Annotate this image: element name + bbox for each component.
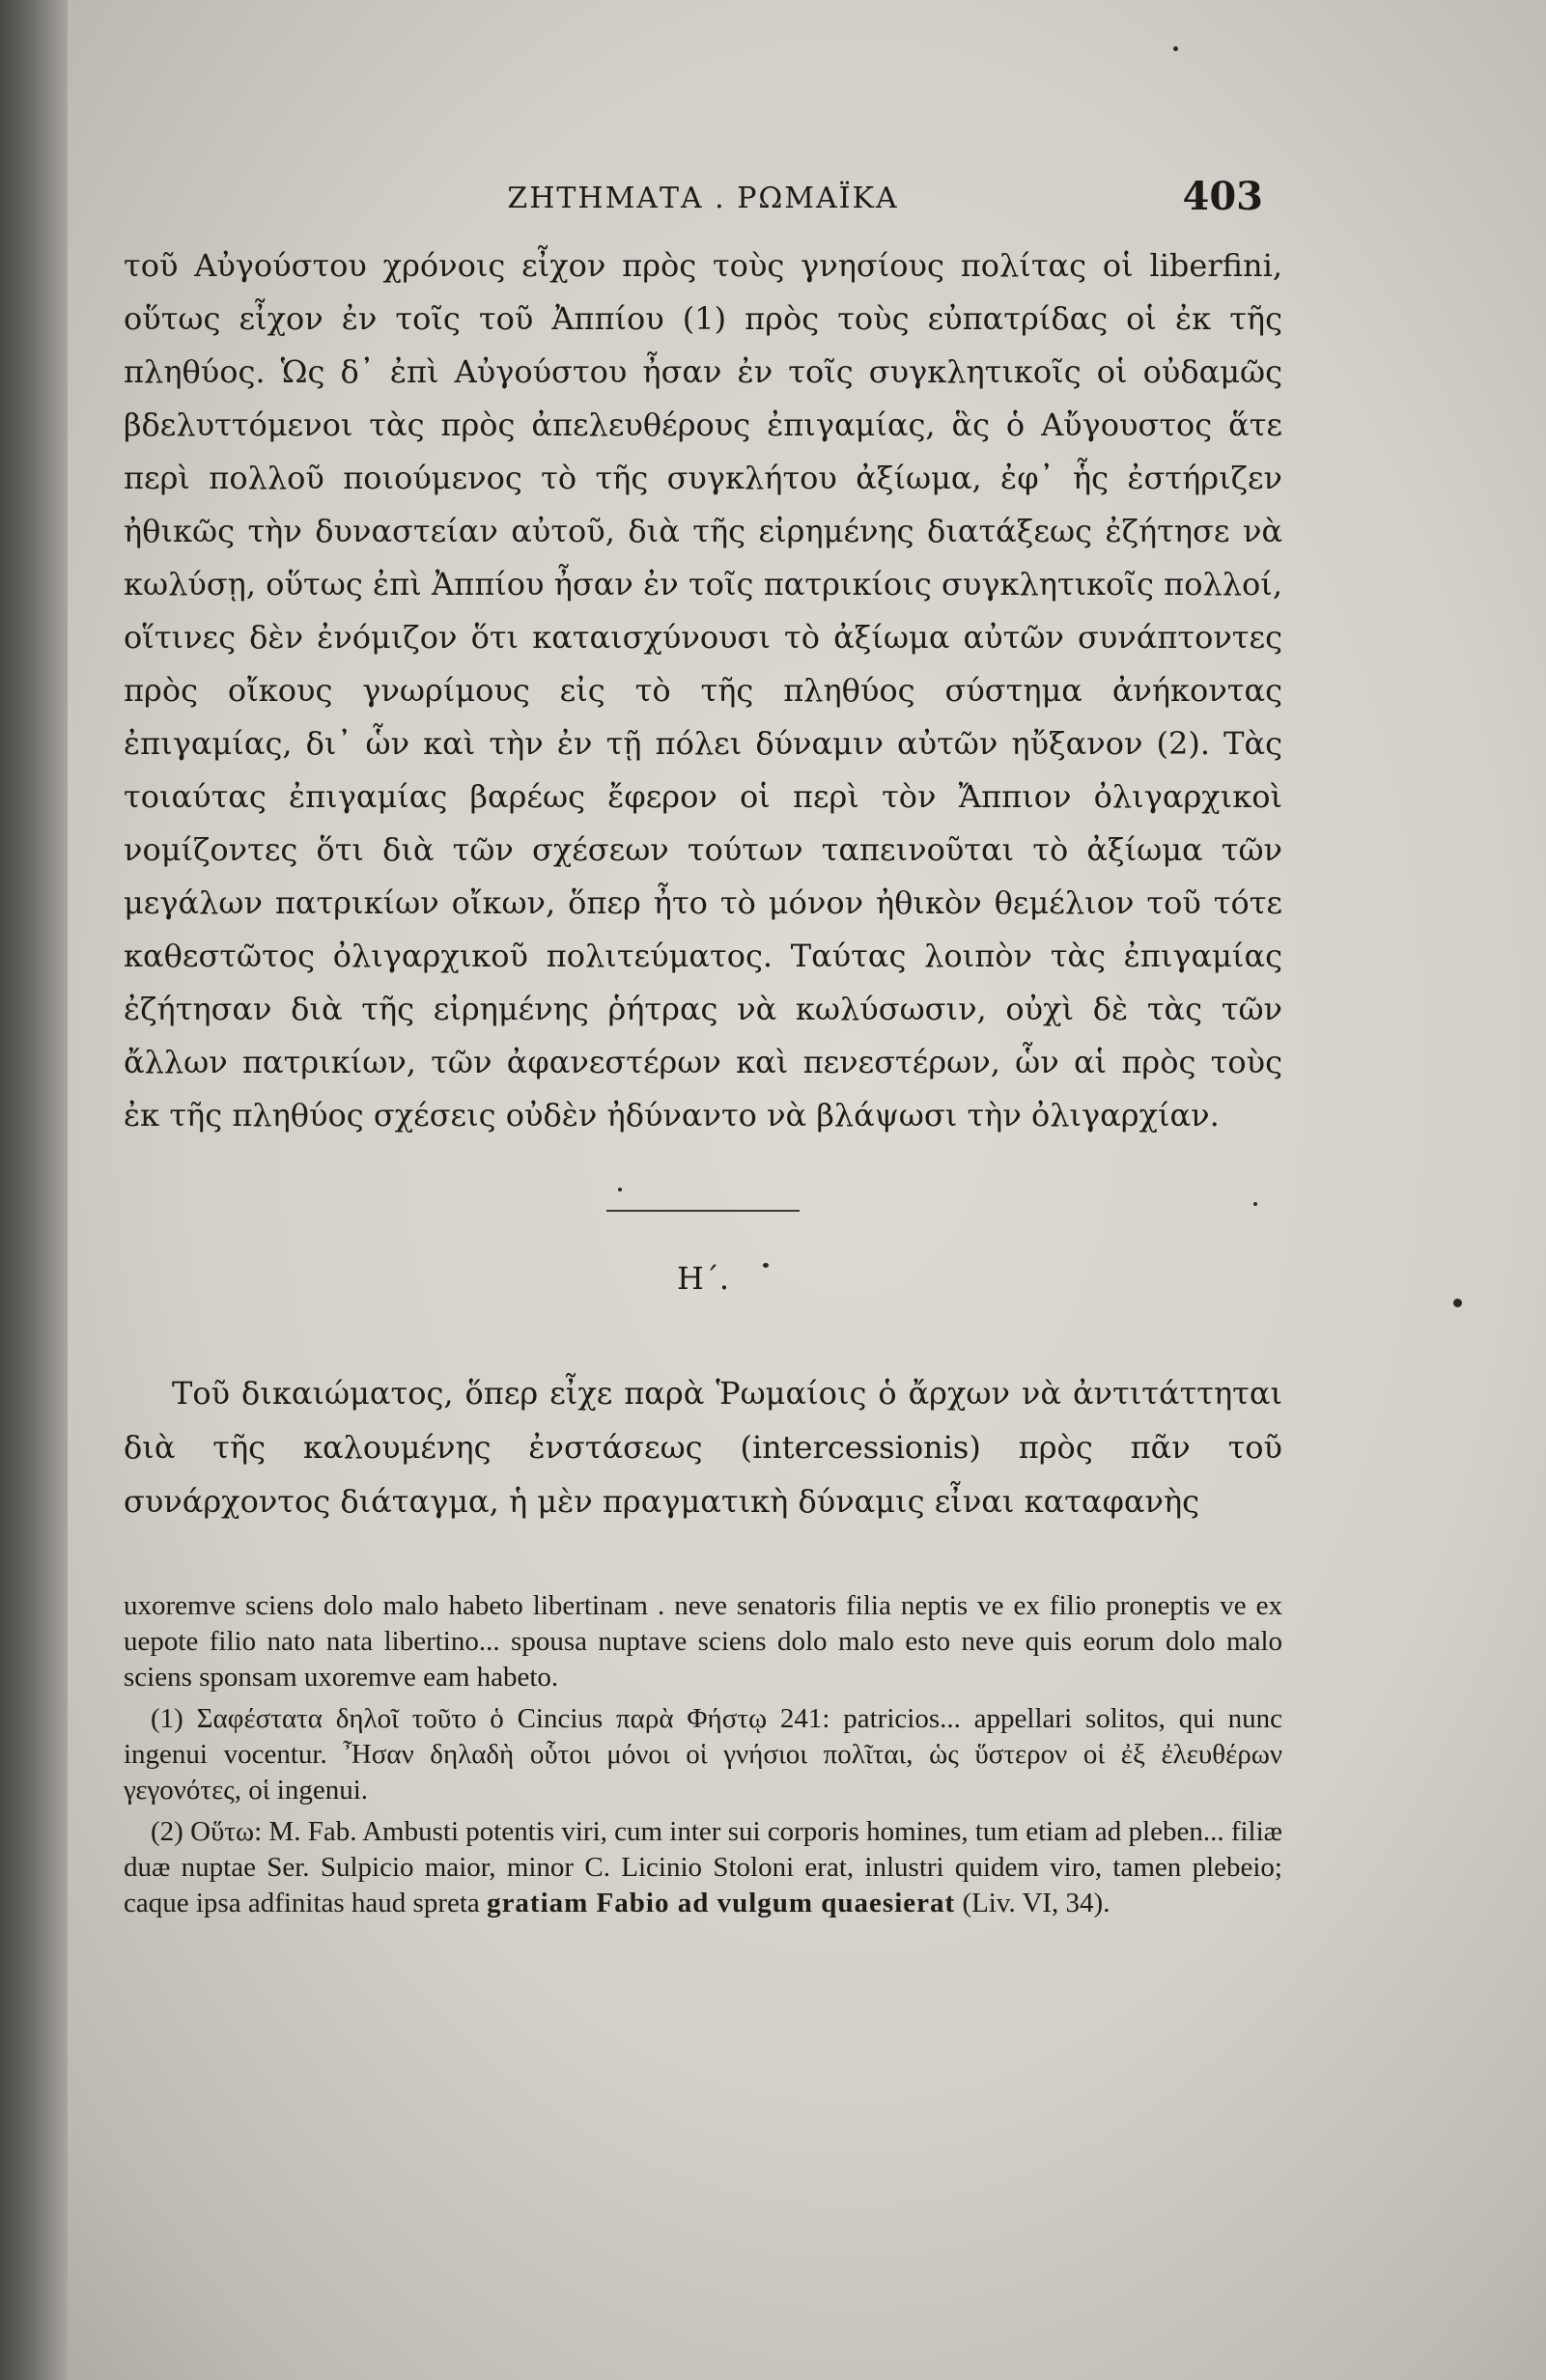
- footnote-2: [124, 1814, 1282, 1921]
- section-number: Η΄.: [676, 1260, 730, 1297]
- footnote-2-text: (2) Οὕτω: M. Fab. Ambusti potentis viri, cum inter sui corporis homines, tum etiam ad pleben... filiæ duæ nuptae Ser. Sulpicio maior, minor C. Licinio Stoloni erat, inlustri quidem viro, tamen plebeio; caque ipsa adfinitas haud spreta: [124, 1816, 1282, 1918]
- section-divider: [606, 1210, 800, 1212]
- footnote-2-bold-text: gratiam Fabio ad vulgum quaesierat: [487, 1888, 956, 1918]
- paragraph-1: τοῦ Αὐγούστου χρόνοις εἶχον πρὸς τοὺς γνησίους πολίτας οἱ liberfini, οὕτως εἶχον ἐν τοῖς τοῦ Ἀππίου (1) πρὸς τοὺς εὐπατρίδας οἱ ἐκ τῆς πληθύος. Ὡς δ᾽ ἐπὶ Αὐγούστου ἦσαν ἐν τοῖς συγκλητικοῖς οἱ οὐδαμῶς βδελυττόμενοι τὰς πρὸς ἀπελευθέρους ἐπιγαμίας, ἃς ὁ Αὔγουστος ἅτε περὶ πολλοῦ ποιούμενος τὸ τῆς συγκλήτου ἀξίωμα, ἐφ᾽ ἧς ἐστήριζεν ἠθικῶς τὴν δυναστείαν αὐτοῦ, διὰ τῆς εἰρημένης διατάξεως ἐζήτησε νὰ κωλύσῃ, οὕτως ἐπὶ Ἀππίου ἦσαν ἐν τοῖς πατρικίοις συγκλητικοῖς πολλοί, οἵτινες δὲν ἐνόμιζον ὅτι καταισχύνουσι τὸ ἀξίωμα αὐτῶν συνάπτοντες πρὸς οἴκους γνωρίμους εἰς τὸ τῆς πληθύος σύστημα ἀνήκοντας ἐπιγαμίας, δι᾽ ὧν καὶ τὴν ἐν τῇ πόλει δύναμιν αὐτῶν ηὔξανον (2). Τὰς τοιαύτας ἐπιγαμίας βαρέως ἔφερον οἱ περὶ τὸν Ἄππιον ὀλιγαρχικοὶ νομίζοντες ὅτι διὰ τῶν σχέσεων τούτων ταπεινοῦται τὸ ἀξίωμα τῶν μεγάλων πατρικίων οἴκων, ὅπερ ἦτο τὸ μόνον ἠθικὸν θεμέλιον τοῦ τότε καθεστῶτος ὀλιγαρχικοῦ πολιτεύματος. Ταύτας λοιπὸν τὰς ἐπιγαμίας ἐζήτησαν διὰ τῆς εἰρημένης ῥήτρας νὰ κωλύσωσιν, οὐχὶ δὲ τὰς τῶν ἄλλων πατρικίων, τῶν ἀφανεστέρων καὶ πενεστέρων, ὧν αἱ πρὸς τοὺς ἐκ τῆς πληθύος σχέσεις οὐδὲν ἠδύναντο νὰ βλάψωσι τὴν ὀλιγαρχίαν.: [124, 247, 1282, 1134]
- footnote-1: (1) Σαφέστατα δηλοῖ τοῦτο ὁ Cincius παρὰ Φήστῳ 241: patricios... appellari solitos, qui nunc ingenui vocentur. Ἦσαν δηλαδὴ οὗτοι μόνοι οἱ γνήσιοι πολῖται, ὡς ὕστερον οἱ ἐξ ἐλευθέρων γεγονότες, οἱ ingenui.: [124, 1703, 1282, 1806]
- page-text-block: [124, 174, 1282, 1921]
- footnote-latin-continuation: uxoremve sciens dolo malo habeto libertinam . neve senatoris filia neptis ve ex filio proneptis ve ex uepote filio nato nata libertino... spousa nuptave sciens dolo malo esto neve quis eorum dolo malo sciens sponsam uxoremve eam habeto.: [124, 1590, 1282, 1693]
- page-number: 403: [1182, 174, 1263, 219]
- ink-speck: [1453, 1299, 1462, 1307]
- footnote-2-citation: (Liv. VI, 34).: [962, 1888, 1110, 1918]
- running-title: ΖΗΤΗΜΑΤΑ . ΡΩΜΑΪΚΑ: [507, 182, 899, 215]
- paragraph-2: Τοῦ δικαιώματος, ὅπερ εἶχε παρὰ Ῥωμαίοις ὁ ἄρχων νὰ ἀντιτάττηται διὰ τῆς καλουμένης ἐνστάσεως (intercessionis) πρὸς πᾶν τοῦ συνάρχοντος διάταγμα, ἡ μὲν πραγματικὴ δύναμις εἶναι καταφανὴς: [124, 1375, 1282, 1520]
- book-gutter-shadow: [0, 0, 68, 2380]
- running-head: [124, 174, 1282, 232]
- ink-speck: [1173, 46, 1178, 51]
